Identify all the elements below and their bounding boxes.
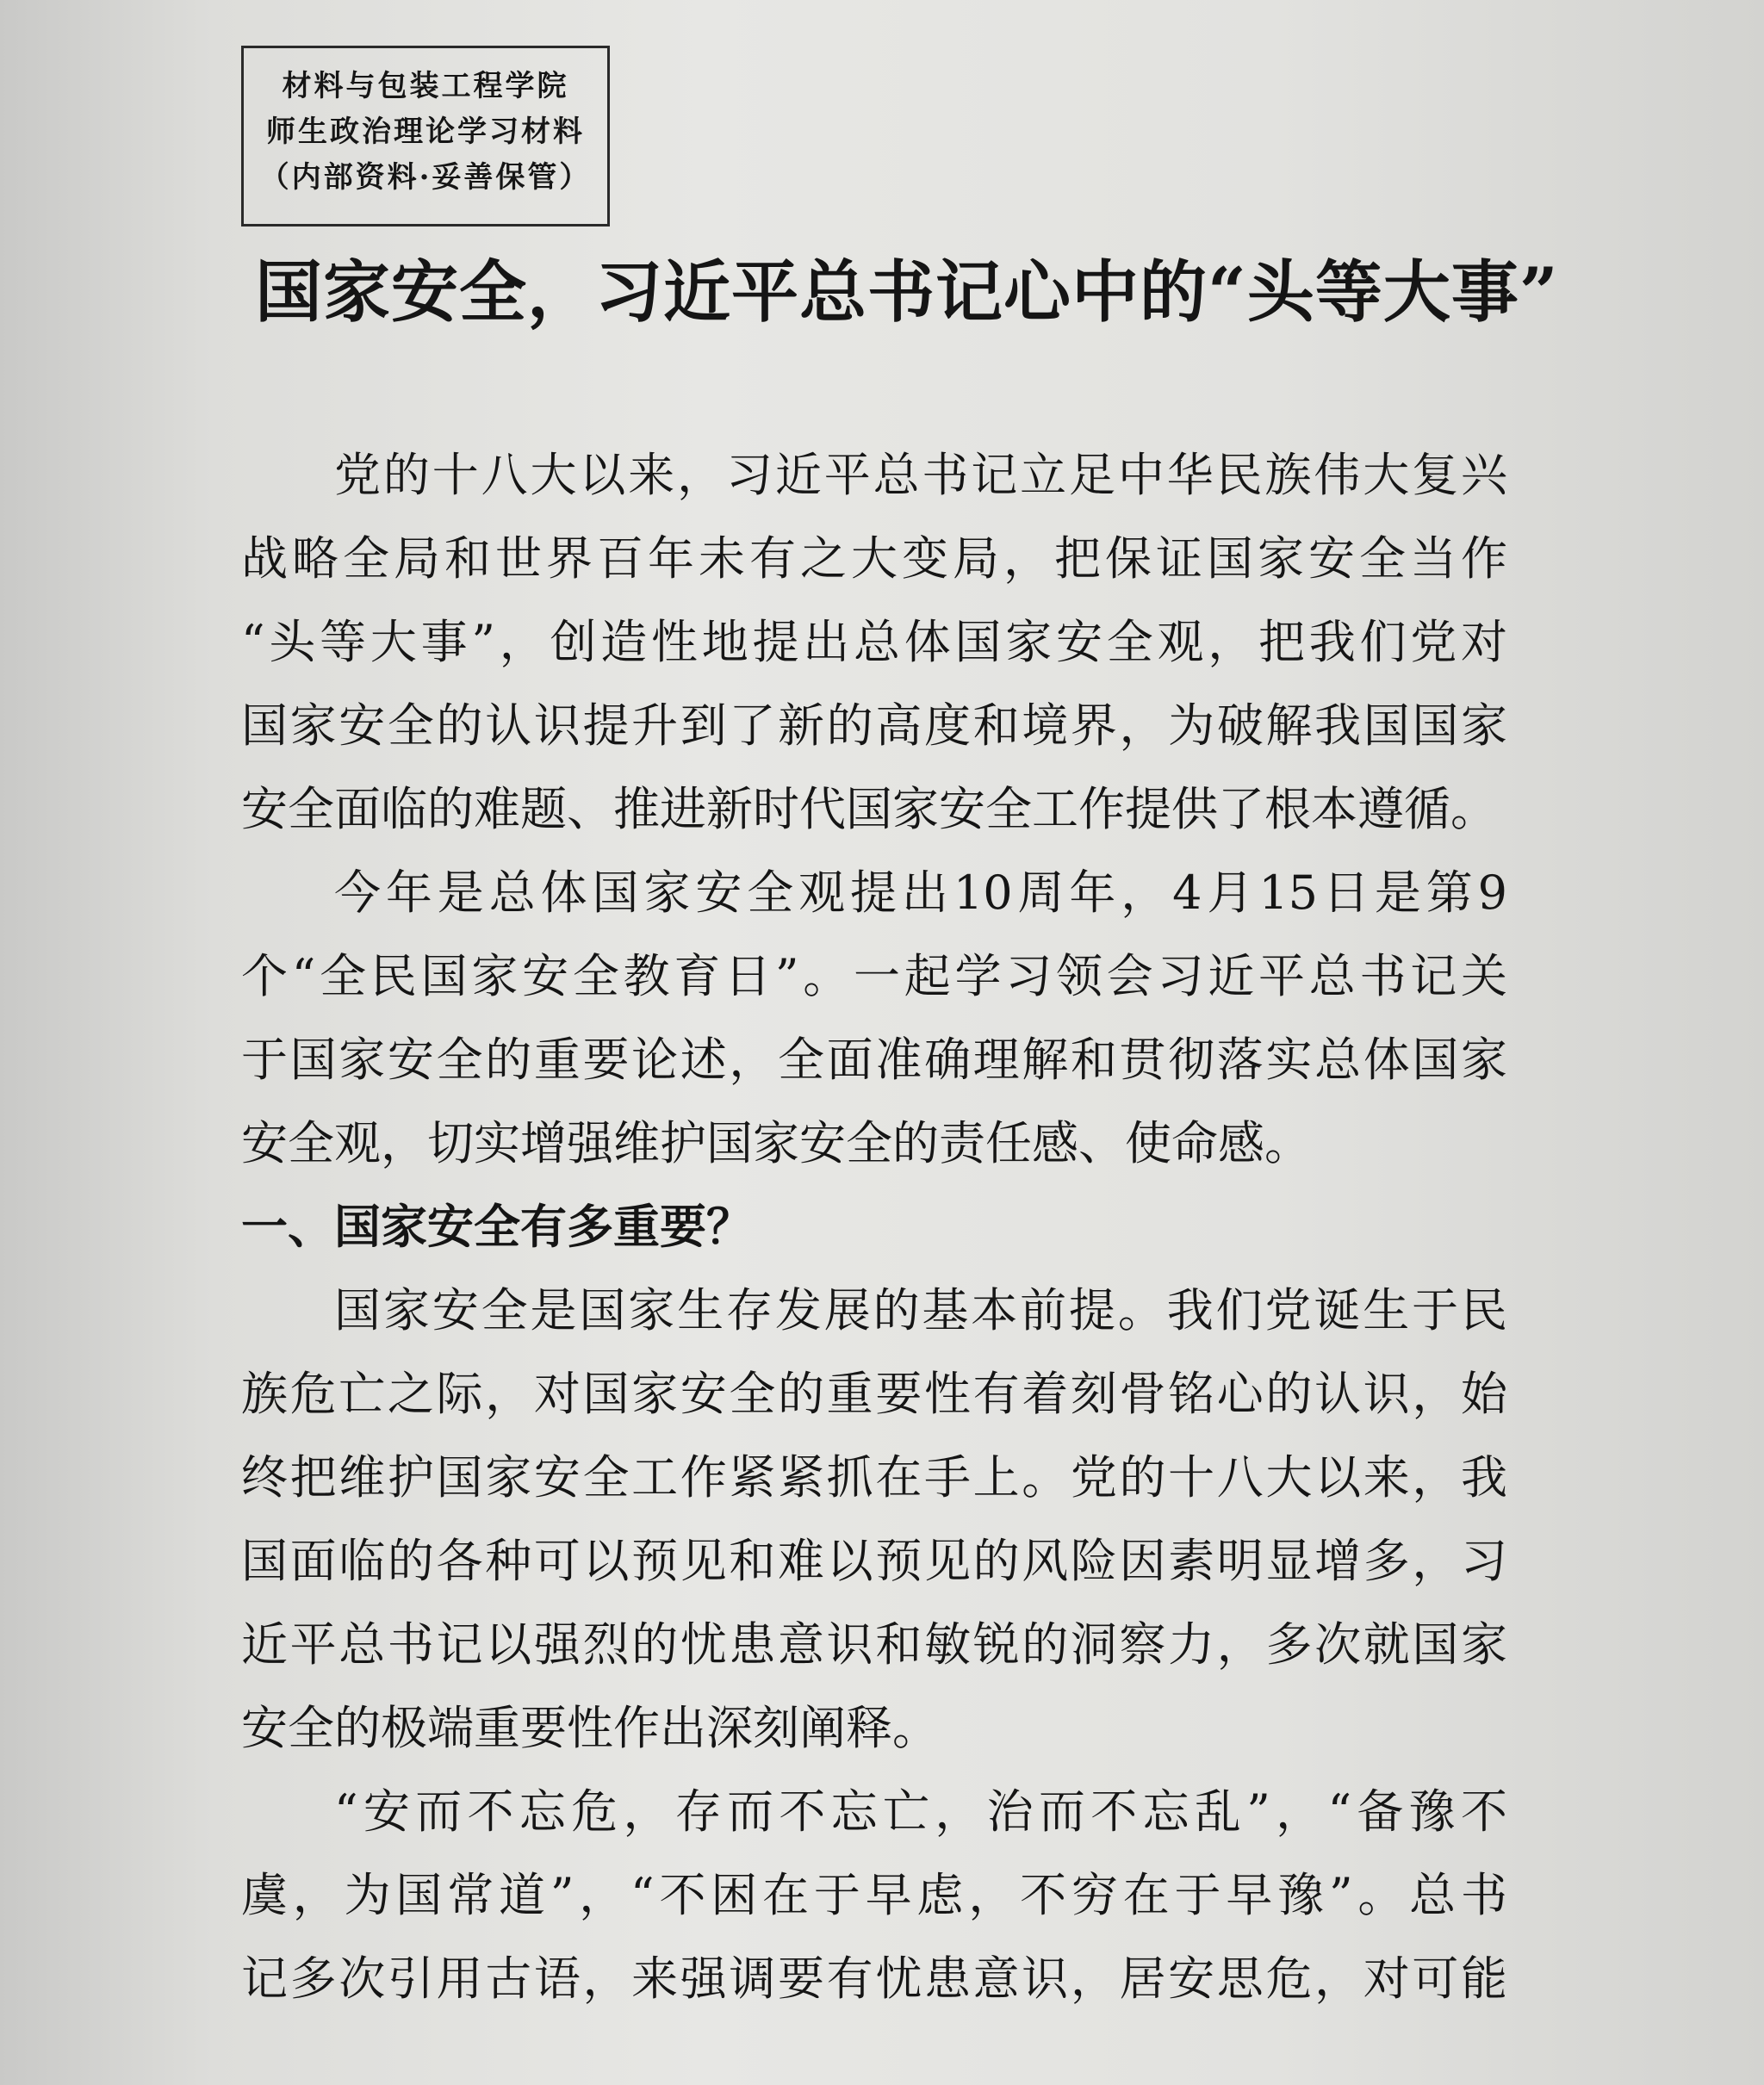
body-line: 族危亡之际，对国家安全的重要性有着刻骨铭心的认识，始 xyxy=(241,1367,1507,1421)
body-line: 近平总书记以强烈的忧患意识和敏锐的洞察力，多次就国家 xyxy=(241,1617,1507,1672)
body-line: “头等大事”，创造性地提出总体国家安全观，把我们党对 xyxy=(241,615,1507,669)
body-line: 安全面临的难题、推进新时代国家安全工作提供了根本遵循。 xyxy=(241,782,1497,836)
body-line: 终把维护国家安全工作紧紧抓在手上。党的十八大以来，我 xyxy=(241,1450,1507,1505)
article-body xyxy=(241,433,1507,2020)
body-line: 安全的极端重要性作出深刻阐释。 xyxy=(241,1701,939,1755)
header-line-material: 师生政治理论学习材料 xyxy=(266,115,585,149)
body-line: 记多次引用古语，来强调要有忧患意识，居安思危，对可能 xyxy=(241,1952,1507,2006)
page-title: 国家安全，习近平总书记心中的“头等大事” xyxy=(255,253,1559,332)
header-line-notice: （内部资料·妥善保管） xyxy=(259,160,592,195)
body-line: 虞，为国常道”，“不困在于早虑，不穷在于早豫”。总书 xyxy=(241,1868,1507,1922)
body-line: 国面临的各种可以预见和难以预见的风险因素明显增多，习 xyxy=(241,1534,1507,1588)
body-line: 于国家安全的重要论述，全面准确理解和贯彻落实总体国家 xyxy=(241,1033,1507,1087)
body-line: 国家安全的认识提升到了新的高度和境界，为破解我国国家 xyxy=(241,698,1507,753)
body-line: 今年是总体国家安全观提出10周年，4月15日是第9 xyxy=(334,866,1507,920)
section-heading: 一、国家安全有多重要？ xyxy=(241,1200,753,1254)
body-line: 安全观，切实增强维护国家安全的责任感、使命感。 xyxy=(241,1116,1311,1170)
body-line: 国家安全是国家生存发展的基本前提。我们党诞生于民 xyxy=(334,1283,1507,1337)
body-line: 个“全民国家安全教育日”。一起学习领会习近平总书记关 xyxy=(241,949,1507,1003)
body-line: “安而不忘危，存而不忘亡，治而不忘乱”，“备豫不 xyxy=(334,1784,1507,1839)
header-info-box xyxy=(241,46,610,226)
header-line-college: 材料与包装工程学院 xyxy=(282,69,569,103)
body-line: 战略全局和世界百年未有之大变局，把保证国家安全当作 xyxy=(241,531,1507,586)
body-line: 党的十八大以来，习近平总书记立足中华民族伟大复兴 xyxy=(334,448,1507,502)
